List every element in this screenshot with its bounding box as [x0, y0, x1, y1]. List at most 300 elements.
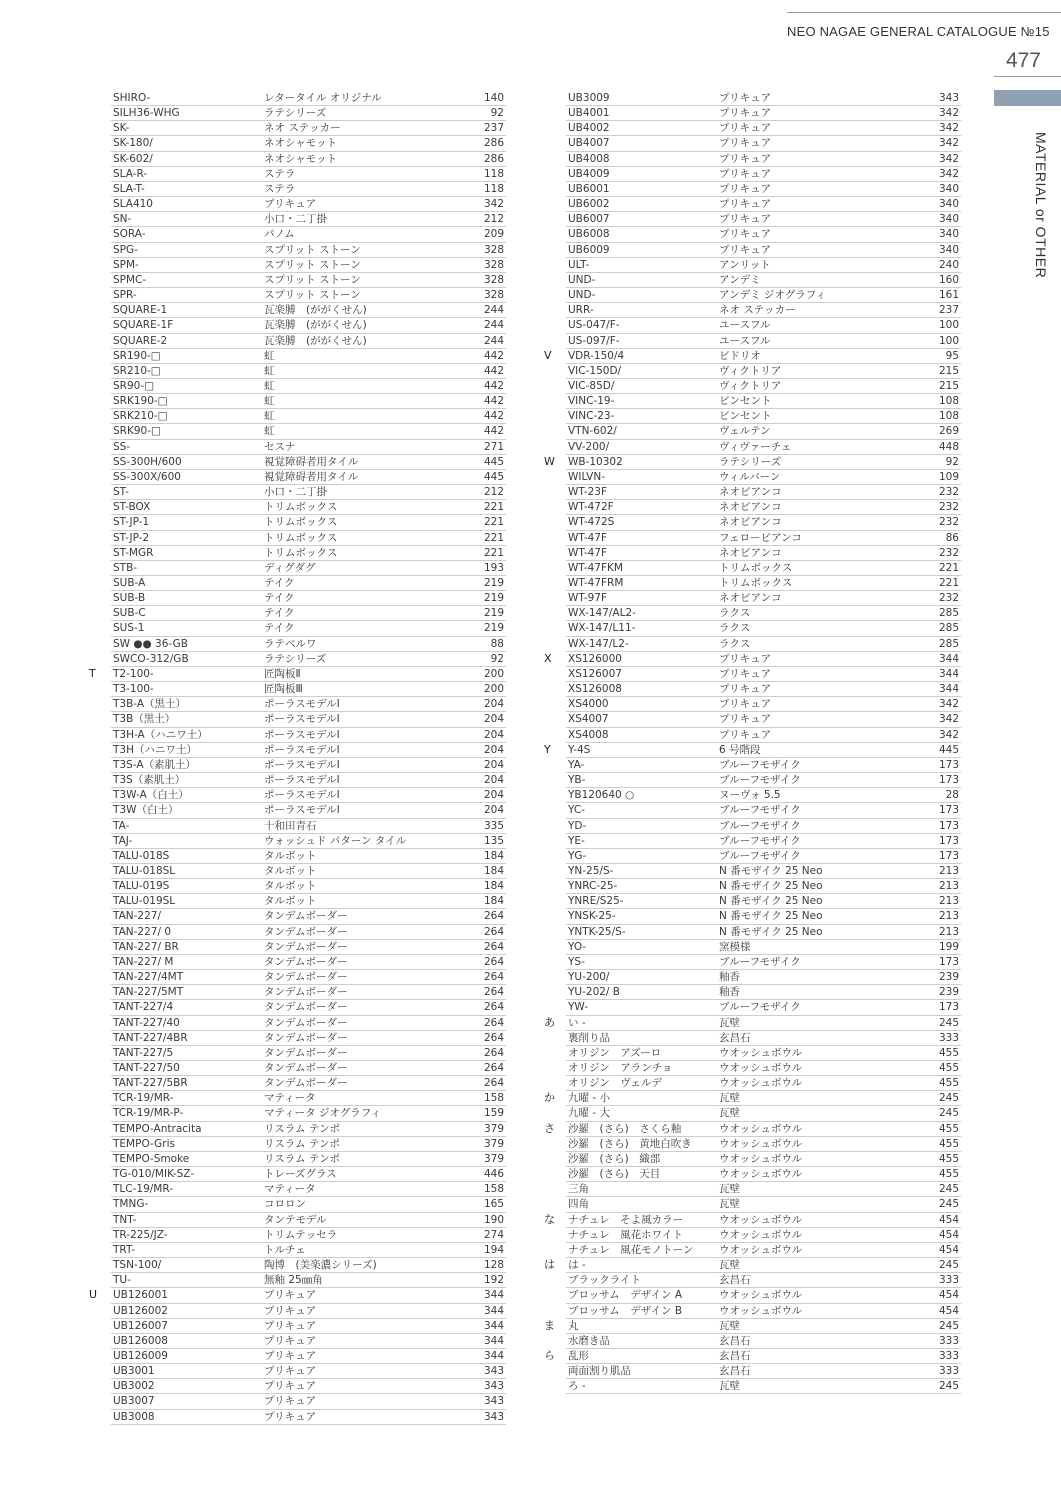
product-name: プリキュア [264, 1289, 317, 1302]
product-code: ろ - [568, 1380, 586, 1393]
index-row [111, 561, 506, 576]
product-name: ビンセント [719, 410, 772, 423]
page-reference: 173 [938, 804, 959, 817]
section-letter: W [544, 454, 555, 468]
page-reference: 108 [938, 410, 959, 423]
product-name: プリキュア [719, 728, 772, 741]
product-name: ヴィヴァーチェ [719, 440, 792, 453]
product-name: タンデムボーダー [264, 1077, 348, 1090]
index-row [566, 1137, 961, 1152]
index-row [566, 985, 961, 1000]
product-code: YB- [568, 774, 586, 787]
page-reference: 194 [483, 1243, 504, 1256]
product-code: Y-4S [568, 743, 591, 756]
product-code: SWCO-312/GB [113, 652, 189, 665]
page-reference: 328 [483, 243, 504, 256]
index-row [566, 864, 961, 879]
product-name: ウオッシュボウル [719, 1304, 803, 1317]
product-code: SUB-C [113, 607, 146, 620]
index-row [566, 758, 961, 773]
product-name: タルボット [264, 864, 317, 877]
page-reference: 264 [483, 1001, 504, 1014]
index-row [111, 1273, 506, 1288]
product-code: UB6002 [568, 198, 610, 211]
product-code: い - [568, 1016, 586, 1029]
product-code: YD- [568, 819, 587, 832]
product-code: SK-180/ [113, 137, 153, 150]
page-reference: 264 [483, 1062, 504, 1074]
product-code: VDR-150/4 [568, 349, 625, 362]
index-row [111, 606, 506, 621]
product-name: 瓦楽膊 (ががくせん) [264, 334, 367, 347]
index-row [111, 136, 506, 151]
page-reference: 264 [483, 1077, 504, 1090]
index-row [111, 1046, 506, 1061]
product-name: 無釉 25㎜角 [264, 1274, 323, 1287]
index-row [566, 925, 961, 940]
product-name: N 番モザイク 25 Neo [719, 864, 823, 877]
product-name: タルボット [264, 849, 317, 862]
product-code: UB3007 [113, 1395, 155, 1408]
product-code: TALU-019S [113, 880, 170, 893]
product-code: 四角 [568, 1198, 589, 1211]
product-name: ディグダグ [264, 561, 316, 574]
product-name: ウオッシュボウル [719, 1243, 803, 1256]
index-row [566, 1273, 961, 1288]
product-code: TLC-19/MR- [113, 1183, 174, 1196]
product-code: ST-BOX [113, 501, 151, 514]
index-row [566, 409, 961, 424]
index-row [111, 1394, 506, 1409]
index-row [111, 470, 506, 485]
page-reference: 442 [483, 364, 504, 377]
index-row [111, 1379, 506, 1394]
product-name: 6 号階段 [719, 743, 761, 756]
page-reference: 200 [483, 683, 504, 696]
page-reference: 344 [483, 1289, 504, 1302]
product-code: XS4008 [568, 728, 609, 741]
page-reference: 342 [938, 137, 959, 150]
index-row [544, 1091, 961, 1106]
index-row [111, 500, 506, 515]
product-name: 虹 [264, 410, 275, 423]
product-code: TANT-227/5 [113, 1046, 174, 1059]
product-code: YU-200/ [568, 971, 610, 984]
index-row [566, 1152, 961, 1167]
page-reference: 442 [483, 349, 504, 362]
product-code: オリジン アズーロ [568, 1046, 662, 1059]
product-name: ネオシャモット [264, 137, 337, 150]
product-name: 匠陶板Ⅲ [264, 683, 303, 696]
product-code: UB3001 [113, 1365, 155, 1378]
index-row [111, 258, 506, 273]
page-reference: 445 [938, 743, 959, 756]
page-reference: 109 [938, 470, 959, 483]
index-row [544, 1348, 961, 1364]
page-reference: 239 [938, 971, 959, 984]
page-reference: 173 [938, 774, 959, 787]
index-row [111, 152, 506, 167]
page-reference: 158 [483, 1092, 504, 1105]
page-reference: 173 [938, 1001, 959, 1014]
page-reference: 333 [938, 1349, 959, 1362]
product-code: XS126008 [568, 683, 622, 696]
product-code: VIC-150D/ [568, 364, 622, 377]
product-code: UB126002 [113, 1304, 168, 1317]
page-reference: 244 [483, 334, 504, 347]
product-code: TU- [113, 1274, 131, 1287]
product-name: ネオビアンコ [719, 486, 782, 499]
page-reference: 212 [483, 486, 504, 499]
product-name: ラクス [719, 622, 751, 635]
page-reference: 173 [938, 758, 959, 771]
index-row [544, 348, 961, 364]
product-name: プリキュア [264, 1410, 317, 1423]
product-code: UB126008 [113, 1334, 168, 1347]
product-name: リスラム テンポ [264, 1122, 340, 1135]
index-row [566, 637, 961, 652]
product-code: ブロッサム デザイン A [568, 1289, 683, 1302]
product-code: T3B（黒土） [113, 713, 176, 726]
page-reference: 442 [483, 379, 504, 392]
index-row [566, 288, 961, 303]
product-name: プリキュア [264, 1334, 317, 1347]
index-row [111, 167, 506, 182]
index-row [111, 546, 506, 561]
index-row [111, 1061, 506, 1076]
page-reference: 342 [938, 698, 959, 711]
page-reference: 192 [483, 1274, 504, 1287]
product-code: TANT-227/5BR [113, 1077, 188, 1090]
index-row [566, 364, 961, 379]
index-row [111, 227, 506, 242]
page-reference: 379 [483, 1152, 504, 1165]
product-name: プリキュア [719, 683, 772, 696]
page-reference: 454 [938, 1228, 959, 1241]
page-reference: 219 [483, 592, 504, 605]
index-row [111, 773, 506, 788]
product-code: YS- [568, 955, 585, 968]
index-row [566, 591, 961, 606]
index-row [566, 728, 961, 743]
product-code: UB6001 [568, 182, 610, 195]
product-name: ウオッシュボウル [719, 1137, 803, 1150]
product-code: YNSK-25- [568, 910, 616, 923]
product-code: TANT-227/50 [113, 1062, 180, 1074]
index-row [111, 743, 506, 758]
page-reference: 128 [483, 1259, 504, 1272]
product-code: XS126007 [568, 667, 622, 680]
index-row [89, 1288, 506, 1303]
product-name: ウオッシュボウル [719, 1289, 803, 1302]
page-reference: 204 [483, 804, 504, 817]
page-reference: 219 [483, 622, 504, 635]
product-code: ST-JP-2 [113, 531, 150, 544]
product-code: UB3008 [113, 1410, 155, 1423]
product-name: 玄昌石 [719, 1031, 751, 1044]
page-reference: 159 [483, 1107, 504, 1120]
page-reference: 92 [945, 455, 959, 468]
page-reference: 92 [490, 652, 504, 665]
page-reference: 446 [483, 1168, 504, 1181]
index-row [566, 1046, 961, 1061]
index-row [566, 500, 961, 515]
product-name: スプリット ストーン [264, 258, 361, 271]
product-code: ブロッサム デザイン B [568, 1304, 683, 1317]
page-reference: 215 [938, 379, 959, 392]
index-row [111, 803, 506, 818]
product-name: ポーラスモデルI [264, 758, 340, 771]
product-name: 視覚障碍者用タイル [264, 470, 359, 483]
product-name: ブルーフモザイク [719, 955, 801, 968]
page-reference: 328 [483, 258, 504, 271]
product-code: SK-602/ [113, 152, 153, 165]
product-code: VV-200/ [568, 440, 610, 453]
product-code: XS4007 [568, 713, 609, 726]
product-code: 沙羅 (さら) 天目 [568, 1168, 661, 1181]
page-reference: 245 [938, 1183, 959, 1196]
product-code: VINC-23- [568, 410, 615, 423]
index-row [566, 712, 961, 727]
product-name: ユースフル [719, 334, 771, 347]
product-code: YE- [568, 834, 585, 847]
product-name: N 番モザイク 25 Neo [719, 910, 823, 923]
product-name: 瓦壁 [719, 1092, 740, 1105]
product-name: アンデミ [719, 273, 761, 286]
product-code: 乱形 [568, 1349, 589, 1362]
product-code: SPMC- [113, 273, 147, 286]
page-reference: 193 [483, 561, 504, 574]
product-code: YN-25/S- [568, 864, 614, 877]
index-row [566, 1061, 961, 1076]
product-code: VIC-85D/ [568, 379, 615, 392]
page-reference: 342 [938, 167, 959, 180]
index-row [111, 1076, 506, 1091]
product-name: ポーラスモデルI [264, 789, 340, 802]
product-name: 瓦壁 [719, 1319, 740, 1332]
product-name: ブルーフモザイク [719, 849, 801, 862]
index-row [566, 773, 961, 788]
page-reference: 342 [938, 152, 959, 165]
index-row [566, 106, 961, 121]
product-name: 虹 [264, 379, 275, 392]
page-number: 477 [1005, 49, 1041, 72]
page-reference: 342 [938, 728, 959, 741]
index-row [111, 1197, 506, 1212]
index-row [111, 621, 506, 636]
index-row [566, 273, 961, 288]
index-row [111, 424, 506, 439]
page-reference: 161 [938, 289, 959, 302]
page-reference: 445 [483, 470, 504, 483]
page-reference: 333 [938, 1274, 959, 1287]
page-reference: 245 [938, 1016, 959, 1029]
product-name: プリキュア [719, 152, 772, 165]
page-reference: 245 [938, 1380, 959, 1393]
product-code: SORA- [113, 228, 146, 241]
page-reference: 244 [483, 304, 504, 317]
product-name: トリムボックス [264, 516, 338, 529]
page-reference: 442 [483, 395, 504, 408]
index-row [566, 258, 961, 273]
page-reference: 343 [483, 1410, 504, 1423]
product-code: UB126001 [113, 1289, 168, 1302]
product-code: WT-47FRM [568, 577, 624, 589]
product-name: タンデムボーダー [264, 1062, 348, 1074]
index-row [566, 621, 961, 636]
index-row [111, 1122, 506, 1137]
section-accent-bar [994, 90, 1061, 106]
product-name: トリムボックス [719, 561, 793, 574]
product-name: 虹 [264, 425, 275, 438]
index-row [111, 909, 506, 924]
product-name: ネオビアンコ [719, 501, 782, 514]
product-code: WB-10302 [568, 455, 623, 468]
product-code: SQUARE-1 [113, 304, 168, 317]
index-row [111, 879, 506, 894]
product-code: SHIRO- [113, 92, 151, 104]
product-code: SUB-A [113, 577, 146, 589]
page-reference: 160 [938, 273, 959, 286]
page-reference: 269 [938, 425, 959, 438]
product-code: VINC-19- [568, 395, 615, 408]
product-name: タンデムボーダー [264, 986, 348, 999]
product-code: TAN-227/ [113, 910, 162, 923]
index-row [111, 455, 506, 470]
section-letter: か [544, 1091, 555, 1105]
product-code: SR190-□ [113, 349, 161, 362]
index-row [111, 1106, 506, 1121]
product-name: テイク [264, 622, 295, 635]
product-name: ヴェルテン [719, 425, 771, 438]
product-code: T3W（白土） [113, 804, 179, 817]
index-row [111, 864, 506, 879]
product-name: ウィルバーン [719, 470, 781, 483]
product-name: ポーラスモデルI [264, 804, 340, 817]
product-name: タンデムボーダー [264, 1001, 348, 1014]
index-row [566, 136, 961, 151]
page-reference: 204 [483, 789, 504, 802]
index-row [111, 1410, 506, 1425]
product-name: リスラム テンポ [264, 1137, 340, 1150]
index-row [566, 955, 961, 970]
index-row [566, 1076, 961, 1091]
product-code: UB3002 [113, 1380, 155, 1393]
product-name: スプリット ストーン [264, 289, 361, 302]
product-name: 釉香 [719, 986, 740, 999]
index-row [566, 561, 961, 576]
page-reference: 204 [483, 758, 504, 771]
index-row [111, 1137, 506, 1152]
index-row [544, 1318, 961, 1334]
index-row [544, 742, 961, 758]
index-column-right [544, 91, 961, 1394]
index-row [111, 364, 506, 379]
product-code: WT-472F [568, 501, 614, 514]
page-number-rule [994, 76, 1061, 77]
index-row [566, 379, 961, 394]
product-name: タルボット [264, 895, 317, 908]
index-row [111, 697, 506, 712]
product-code: T3H（ハニワ土） [113, 743, 197, 756]
index-row [566, 91, 961, 106]
product-name: 瓦壁 [719, 1259, 740, 1272]
product-code: 沙羅 (さら) 黄地白吹き [568, 1137, 692, 1150]
product-code: TALU-018SL [113, 864, 176, 877]
page-reference: 213 [938, 864, 959, 877]
page-reference: 135 [483, 834, 504, 847]
product-code: TRT- [113, 1243, 136, 1256]
index-row [566, 1364, 961, 1379]
index-row [111, 1243, 506, 1258]
page-reference: 342 [938, 122, 959, 135]
index-row [544, 1015, 961, 1031]
product-code: SPR- [113, 289, 137, 302]
product-code: TAN-227/ 0 [113, 925, 172, 938]
product-code: TANT-227/40 [113, 1016, 180, 1029]
index-row [566, 303, 961, 318]
index-row [111, 334, 506, 349]
product-code: UB126007 [113, 1319, 168, 1332]
index-row [566, 197, 961, 212]
page-reference: 344 [483, 1349, 504, 1362]
index-row [111, 1304, 506, 1319]
product-code: WILVN- [568, 470, 606, 483]
product-name: ネオ ステッカー [719, 304, 796, 317]
product-code: UB4001 [568, 107, 610, 120]
index-row [111, 1152, 506, 1167]
page-reference: 454 [938, 1304, 959, 1317]
page-reference: 342 [938, 713, 959, 726]
index-row [111, 849, 506, 864]
index-row [566, 394, 961, 409]
product-name: プリキュア [719, 107, 772, 120]
product-name: 虹 [264, 395, 275, 408]
index-row [111, 712, 506, 727]
index-row [566, 1288, 961, 1303]
page-reference: 232 [938, 546, 959, 559]
page-reference: 184 [483, 864, 504, 877]
product-code: T3H-A（ハニワ土） [113, 728, 208, 741]
page-reference: 100 [938, 334, 959, 347]
index-row [111, 682, 506, 697]
product-name: スプリット ストーン [264, 273, 361, 286]
page-reference: 455 [938, 1077, 959, 1090]
section-letter: U [89, 1288, 98, 1302]
product-code: TEMPO-Smoke [113, 1152, 190, 1165]
product-name: ウオッシュボウル [719, 1122, 803, 1135]
product-code: YA- [568, 758, 585, 771]
product-code: TMNG- [113, 1198, 149, 1211]
product-name: プリキュア [719, 137, 772, 150]
page-reference: 204 [483, 743, 504, 756]
page-reference: 264 [483, 986, 504, 999]
product-code: YNRC-25- [568, 880, 618, 893]
product-name: 瓦壁 [719, 1016, 740, 1029]
index-row [566, 227, 961, 242]
product-code: TALU-019SL [113, 895, 176, 908]
product-name: ネオビアンコ [719, 592, 782, 605]
product-code: UB3009 [568, 92, 610, 104]
index-row [566, 576, 961, 591]
page-reference: 379 [483, 1137, 504, 1150]
index-row [566, 531, 961, 546]
product-name: ブルーフモザイク [719, 804, 801, 817]
index-row [566, 803, 961, 818]
index-row [111, 819, 506, 834]
index-row [111, 1167, 506, 1182]
product-name: ウオッシュボウル [719, 1077, 803, 1090]
